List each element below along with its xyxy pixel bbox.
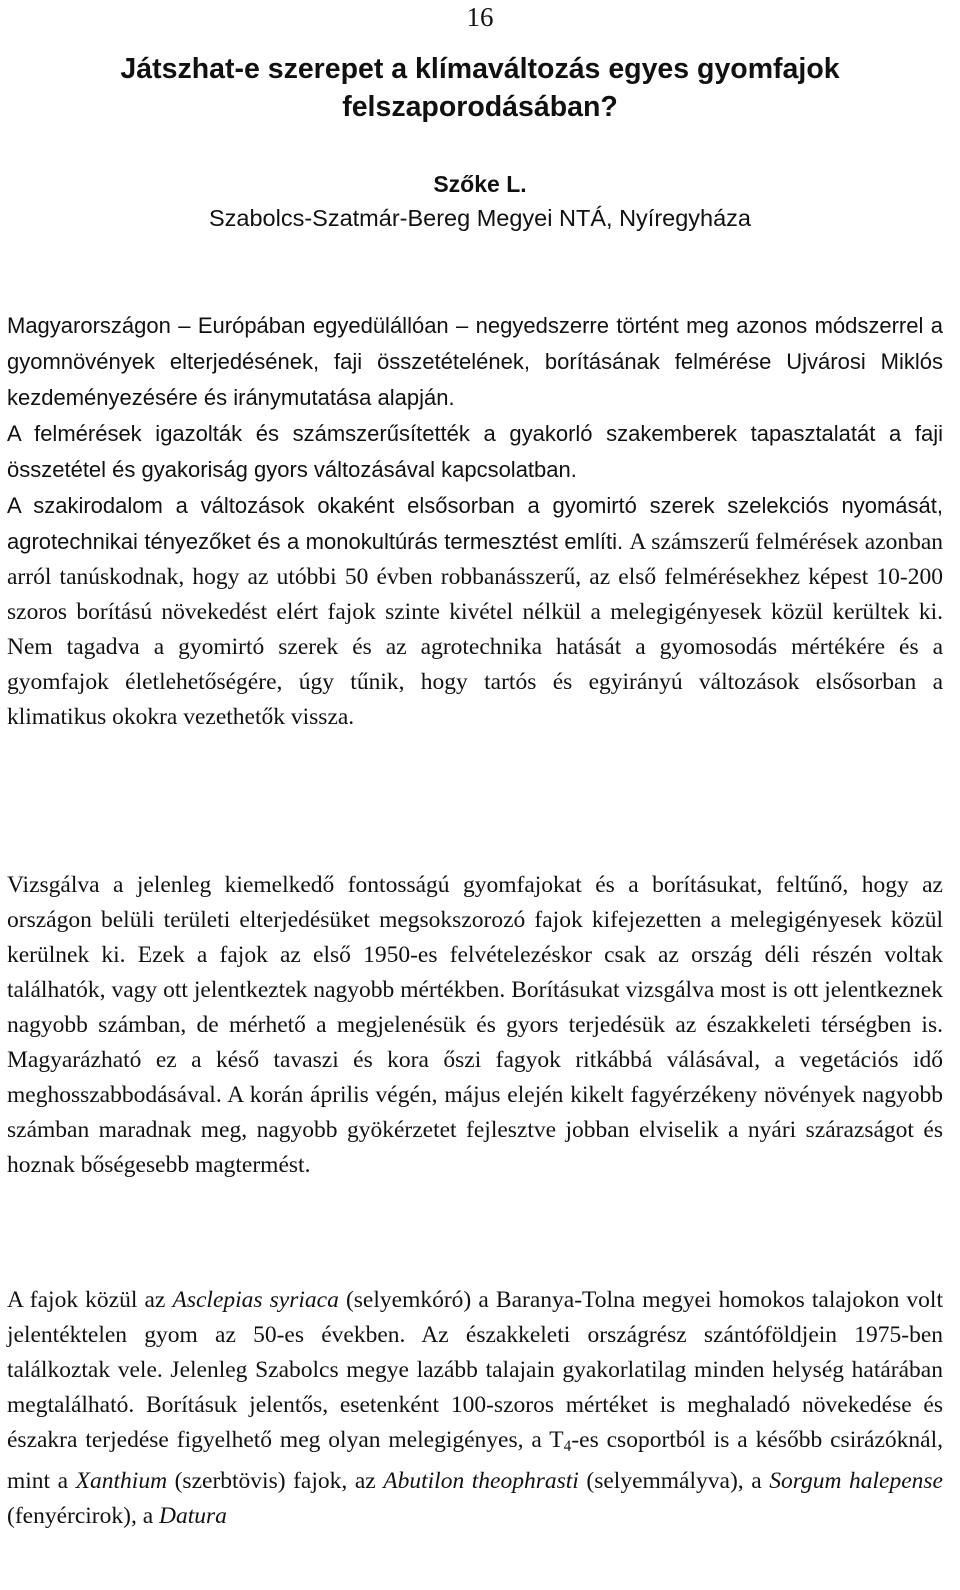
subscript-4: 4 [563, 1437, 572, 1455]
body-paragraph-1: Vizsgálva a jelenleg kiemelkedő fontosságú gyomfajokat és a borításukat, feltűnő, hogy az országon belüli területi elterjedésüket megsokszorozó fajok kifejezetten a melegigényesek közül kerülnek ki. Ezek a fajok az első 1950-es felvételezéskor csak az ország déli részén voltak találhatók, vagy ott jelentkeztek nagyobb mértékben. Borításukat vizsgálva most is ott jelentkeznek nagyobb számban, de mérhető a megjelenésük és gyors terjedésük az északkeleti térségben is. Magyarázható ez a késő tavaszi és kora őszi fagyok ritkábbá válásával, a vegetációs idő meghosszabbodásával. A korán április végén, május elején kikelt fagyérzékeny növények nagyobb számban maradnak meg, nagyobb gyökérzetet fejlesztve jobban elviselik a nyári szárazságot és hoznak bőségesebb magtermést. [7, 872, 943, 1178]
author-name: Szőke L. [433, 171, 527, 197]
abstract-sentence-3: A szakirodalom a változások okaként elsősorban a gyomirtó szerek szelekciós nyomását, agrotechnikai tényezőket és a monokultúrás termesztést említi. [7, 493, 943, 554]
abstract-continuation: A számszerű felmérések azonban arról tanúskodnak, hogy az utóbbi 50 évben robbanásszerű, az első felmérésekhez képest 10-200 szoros borítású növekedést elért fajok szinte kivétel nélkül a melegigényesek közül kerültek ki. Nem tagadva a gyomirtó szerek és az agrotechnika hatását a gyomosodás mértékére és a gyomfajok életlehetőségére, úgy tűnik, hogy tartós és egyirányú változások elsősorban a klimatikus okokra vezethetők vissza. [7, 529, 943, 730]
species-abutilon: Abutilon theophrasti [383, 1467, 579, 1494]
p2-text-e: (selyemmályva), a [578, 1467, 770, 1494]
p2-text-c: -es csoportból is a később csirázóknál, mint a [7, 1427, 944, 1494]
p2-text-f: (fenyércirok), a [7, 1502, 160, 1529]
body-paragraph-2 [7, 1283, 943, 1534]
species-xanthium: Xanthium [75, 1467, 168, 1494]
species-asclepias: Asclepias syriaca [172, 1287, 339, 1313]
p2-text-a: A fajok közül az [7, 1287, 173, 1313]
article-title: Játszhat-e szerepet a klímaváltozás egyes gyomfajok felszaporodásában? [120, 53, 840, 123]
p2-text-d: (szerbtövis) fajok, az [167, 1467, 384, 1494]
abstract-paragraph [7, 308, 943, 735]
author-affiliation: Szabolcs-Szatmár-Bereg Megyei NTÁ, Nyíregyháza [208, 205, 751, 231]
abstract-sentence-1: Magyarországon – Európában egyedülállóan – negyedszerre történt meg azonos módszerrel a gyomnövények elterjedésének, faji összetételének, borításának felmérése Ujvárosi Miklós kezdeményezésére és iránymutatása alapján. [7, 313, 943, 410]
p2-text-b: (selyemkóró) a Baranya-Tolna megyei homokos talajokon volt jelentéktelen gyom az 50-es években. Az északkeleti országrész szántóföldjein 1975-ben találkoztak vele. Jelenleg Szabolcs megye lazább talajain gyakorlatilag minden helység határában megtalálható. Borításuk jelentős, esetenként 100-szoros mértéket is meghaladó növekedése és északra terjedése figyelhető meg olyan melegigényes, a T [7, 1287, 943, 1453]
species-datura: Datura [159, 1502, 227, 1529]
species-sorgum: Sorgum halepense [769, 1467, 943, 1494]
page-number: 16 [466, 2, 494, 32]
abstract-sentence-2: A felmérések igazolták és számszerűsítették a gyakorló szakemberek tapasztalatát a faji összetétel és gyakoriság gyors változásával kapcsolatban. [7, 421, 943, 482]
